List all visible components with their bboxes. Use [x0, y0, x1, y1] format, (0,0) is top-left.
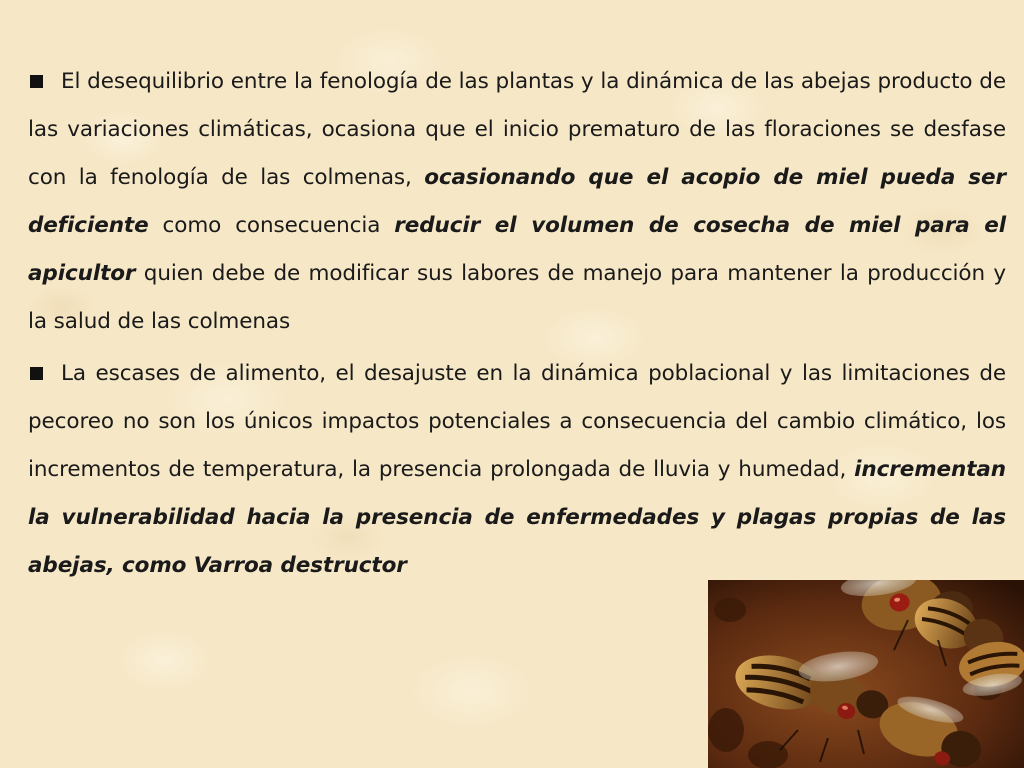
p1-text-2: como consecuencia [148, 213, 395, 238]
p1-text-3: quien debe de modificar sus labores de manejo para mantener la producción y la salud de las colmenas [28, 261, 1006, 334]
p2-emphasis-1: incrementan la vulnerabilidad hacia la presencia de enfermedades y plagas propias de las abejas, como Varroa destructor [28, 457, 1006, 578]
p1-emphasis-2: reducir el volumen de cosecha de miel para el apicultor [28, 213, 1007, 286]
p1-emphasis-1: ocasionando que el acopio de miel pueda ser deficiente [28, 165, 1006, 238]
square-bullet-icon [30, 367, 43, 380]
paragraph-1 [28, 58, 1006, 346]
slide-body [28, 58, 1006, 590]
bees-varroa-photo [708, 580, 1024, 768]
p1-text-1: El desequilibrio entre la fenología de las plantas y la dinámica de las abejas producto de las variaciones climáticas, ocasiona que el inicio prematuro de las floraciones se desfase con la fenología de las colmenas, [28, 69, 1006, 190]
p2-text-1: La escases de alimento, el desajuste en la dinámica poblacional y las limitaciones de pecoreo no son los únicos impactos potenciales a consecuencia del cambio climático, los incrementos de temperatura, la presencia prolongada de lluvia y humedad, [28, 361, 1006, 482]
paragraph-2 [28, 350, 1006, 590]
square-bullet-icon [30, 75, 43, 88]
